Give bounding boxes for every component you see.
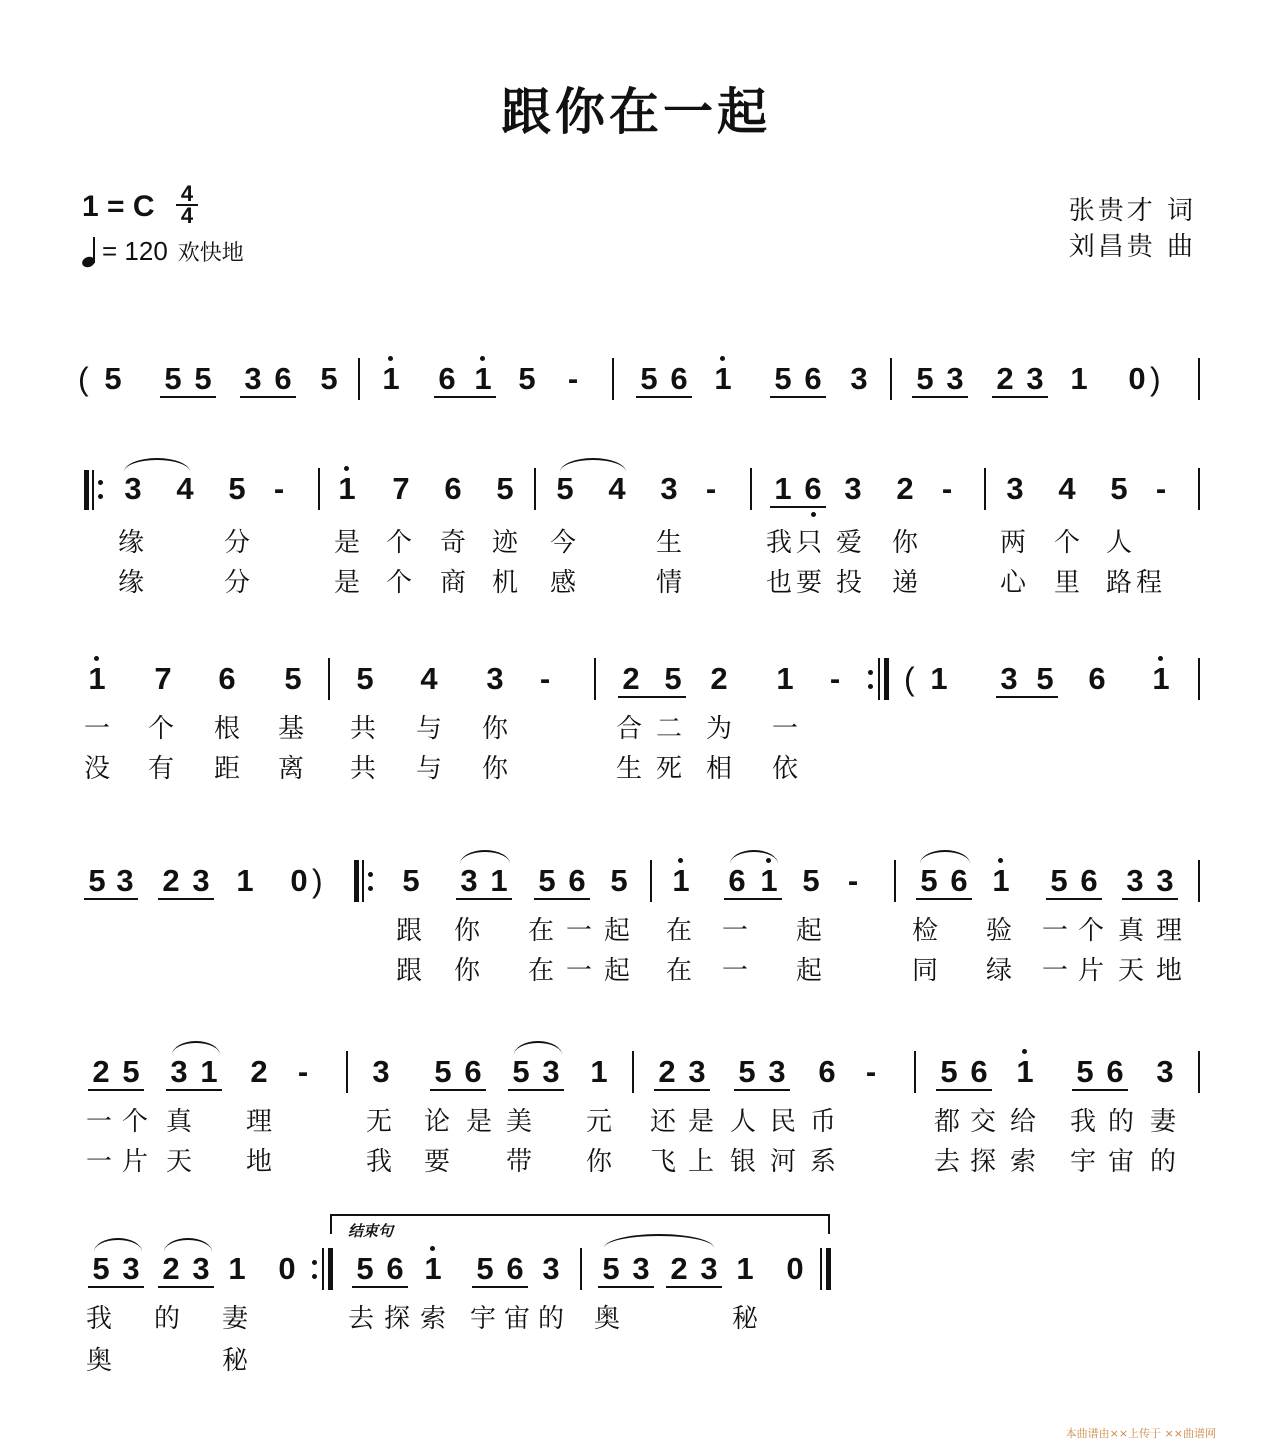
lyric: 索 (420, 1304, 447, 1334)
note: 3 (244, 361, 262, 396)
lyric: 是 (466, 1107, 493, 1137)
lyric: 分 (224, 528, 251, 558)
note: 3 (850, 361, 868, 396)
lyric: 奥 (86, 1346, 113, 1376)
lyric: 天 (166, 1147, 193, 1177)
lyric: 飞 (650, 1147, 677, 1177)
note: 2 (896, 471, 914, 506)
note: 2 (92, 1054, 110, 1089)
dash: - (273, 471, 285, 506)
note: 3 (1026, 361, 1044, 396)
note: 1 (490, 863, 508, 898)
lyric: 在 (666, 916, 693, 946)
note: 2 (622, 661, 640, 696)
lyric: 程 (1136, 568, 1163, 598)
lyric: 里 (1054, 568, 1081, 598)
note: 5 (1036, 661, 1054, 696)
dash: - (865, 1054, 877, 1089)
lyric: 是 (688, 1107, 715, 1137)
lyric: 的 (538, 1304, 565, 1334)
lyric: 系 (810, 1147, 837, 1177)
note: 3 (192, 1251, 210, 1286)
lyric: 的 (154, 1304, 181, 1334)
lyric: 都 (934, 1107, 961, 1137)
note: 3 (946, 361, 964, 396)
lyric: 跟 (396, 956, 423, 986)
note: 7 (392, 471, 410, 506)
note: 5 (356, 661, 374, 696)
composer-credit: 刘昌贵 曲 (1068, 232, 1196, 262)
lyric: 与 (416, 714, 443, 744)
lyric: 为 (706, 714, 733, 744)
note: 5 (164, 361, 182, 396)
note: 5 (610, 863, 628, 898)
lyric: 银 (730, 1147, 757, 1177)
note: 2 (658, 1054, 676, 1089)
note: 5 (1050, 863, 1068, 898)
note: 0 (278, 1251, 296, 1286)
note: 5 (774, 361, 792, 396)
dash: - (705, 471, 717, 506)
lyric: 你 (892, 528, 919, 558)
note: 3 (844, 471, 862, 506)
note: 4 (1058, 471, 1076, 506)
lyric: 个 (386, 528, 413, 558)
lyric: 币 (810, 1107, 837, 1137)
lyric: 我 (86, 1304, 113, 1334)
note: 3 (124, 471, 142, 506)
lyric: 是 (334, 528, 361, 558)
note: 3 (1156, 863, 1174, 898)
note: 1 (930, 661, 948, 696)
note: 5 (738, 1054, 756, 1089)
note: 5 (518, 361, 536, 396)
note: 5 (664, 661, 682, 696)
lyric: 离 (278, 754, 305, 784)
lyric: 缘 (118, 528, 145, 558)
lyric: 宇 (470, 1304, 497, 1334)
lyric: 理 (1156, 916, 1183, 946)
note: 1 (776, 661, 794, 696)
lyric: 的 (1108, 1107, 1135, 1137)
lyric: 感 (550, 568, 577, 598)
note: 5 (402, 863, 420, 898)
lyric: 元 (586, 1107, 613, 1137)
lyric: 索 (1010, 1147, 1037, 1177)
time-signature (174, 181, 200, 228)
lyric: 心 (1000, 568, 1027, 598)
lyricist-credit: 张贵才 词 (1068, 196, 1196, 226)
note: 5 (602, 1251, 620, 1286)
note: 3 (660, 471, 678, 506)
note: 5 (512, 1054, 530, 1089)
lyric: 今 (550, 528, 577, 558)
lyric: 片 (122, 1147, 149, 1177)
lyric: 根 (214, 714, 241, 744)
lyric: 给 (1010, 1107, 1037, 1137)
note: 5 (1076, 1054, 1094, 1089)
lyric: 片 (1078, 956, 1105, 986)
lyric: 河 (770, 1147, 797, 1177)
lyric: 验 (986, 916, 1013, 946)
note: 1 (714, 361, 732, 396)
lyric: 还 (650, 1107, 677, 1137)
lyric: 一 (86, 1107, 113, 1137)
note: 3 (542, 1054, 560, 1089)
lyric: 一 (722, 956, 749, 986)
dash: - (829, 661, 841, 696)
lyric: 在 (666, 956, 693, 986)
time-denominator: 4 (180, 203, 194, 228)
lyric: 民 (770, 1107, 797, 1137)
note: 6 (568, 863, 586, 898)
note: 6 (506, 1251, 524, 1286)
lyric: 机 (492, 568, 519, 598)
note: 6 (1080, 863, 1098, 898)
lyric: 投 (836, 568, 863, 598)
note: 6 (804, 361, 822, 396)
note: 3 (768, 1054, 786, 1089)
quarter-note-icon (82, 237, 98, 267)
lyric: 起 (796, 916, 823, 946)
expression-text: 欢快地 (177, 241, 244, 266)
note: 5 (640, 361, 658, 396)
lyric: 情 (656, 568, 683, 598)
note: 1 (228, 1251, 246, 1286)
note: 6 (818, 1054, 836, 1089)
lyric: 两 (1000, 528, 1027, 558)
lyric: 也 (766, 568, 793, 598)
note: 3 (700, 1251, 718, 1286)
note: 5 (284, 661, 302, 696)
note: 5 (916, 361, 934, 396)
note: 1 (992, 863, 1010, 898)
note: 1 (338, 471, 356, 506)
note: 5 (356, 1251, 374, 1286)
lyric: 人 (1106, 528, 1133, 558)
lyric: 基 (278, 714, 305, 744)
note: 3 (192, 863, 210, 898)
note: 5 (496, 471, 514, 506)
lyric: 起 (604, 956, 631, 986)
lyric: 探 (384, 1304, 411, 1334)
note: 0 (1128, 361, 1146, 396)
note: 3 (688, 1054, 706, 1089)
lyric: 只 (796, 528, 823, 558)
note: 6 (274, 361, 292, 396)
lyric: 宇 (1070, 1147, 1097, 1177)
dash: - (539, 661, 551, 696)
lyric: 一 (722, 916, 749, 946)
lyric: 地 (246, 1147, 273, 1177)
lyric: 生 (616, 754, 643, 784)
note: 5 (88, 863, 106, 898)
lyric: 一 (566, 916, 593, 946)
lyric: 检 (912, 916, 939, 946)
note: 1 (1070, 361, 1088, 396)
note: 4 (420, 661, 438, 696)
note: 1 (1016, 1054, 1034, 1089)
lyric: 个 (1054, 528, 1081, 558)
lyric: 去 (348, 1304, 375, 1334)
note: 4 (176, 471, 194, 506)
lyric: 个 (122, 1107, 149, 1137)
lyric: 论 (424, 1107, 451, 1137)
note: 5 (802, 863, 820, 898)
note: 7 (154, 661, 172, 696)
lyric: 一 (1042, 916, 1069, 946)
lyric: 你 (454, 916, 481, 946)
ending-bracket (330, 1214, 830, 1234)
note: 6 (728, 863, 746, 898)
note: 6 (670, 361, 688, 396)
note: 6 (438, 361, 456, 396)
lyric: 爱 (836, 528, 863, 558)
lyric: 没 (84, 754, 111, 784)
note: 1 (774, 471, 792, 506)
lyric: 带 (506, 1147, 533, 1177)
note: 6 (1106, 1054, 1124, 1089)
tempo-value: = 120 (102, 236, 168, 266)
lyric: 是 (334, 568, 361, 598)
lyric: 一 (86, 1147, 113, 1177)
lyric: 奥 (594, 1304, 621, 1334)
lyric: 一 (1042, 956, 1069, 986)
lyric: 路 (1106, 568, 1133, 598)
key-signature: 1 = C (82, 190, 155, 223)
note: 5 (476, 1251, 494, 1286)
lyric: 我 (1070, 1107, 1097, 1137)
lyric: 死 (656, 754, 683, 784)
note: 5 (1110, 471, 1128, 506)
lyric: 一 (566, 956, 593, 986)
lyric: 一 (84, 714, 111, 744)
lyric: 天 (1118, 956, 1145, 986)
note: 1 (382, 361, 400, 396)
ending-label: 结束句 (348, 1222, 394, 1240)
lyric: 共 (350, 714, 377, 744)
lyric: 生 (656, 528, 683, 558)
note: 0 (786, 1251, 804, 1286)
lyric: 你 (482, 714, 509, 744)
dash: - (567, 361, 579, 396)
lyric: 你 (586, 1147, 613, 1177)
lyric: 我 (366, 1147, 393, 1177)
lyric: 依 (772, 754, 799, 784)
note: 1 (200, 1054, 218, 1089)
lyric: 宙 (504, 1304, 531, 1334)
note: 6 (218, 661, 236, 696)
lyric: 理 (246, 1107, 273, 1137)
dash: - (847, 863, 859, 898)
note: 2 (250, 1054, 268, 1089)
lyric: 个 (386, 568, 413, 598)
note: 3 (1126, 863, 1144, 898)
note: 5 (320, 361, 338, 396)
lyric: 真 (1118, 916, 1145, 946)
note: 1 (474, 361, 492, 396)
lyric: 奇 (440, 528, 467, 558)
note: 6 (464, 1054, 482, 1089)
note: 5 (92, 1251, 110, 1286)
lyric: 秘 (732, 1304, 759, 1334)
note: 3 (1006, 471, 1024, 506)
note: 2 (996, 361, 1014, 396)
tempo-marking (82, 236, 244, 267)
note: 3 (542, 1251, 560, 1286)
note: 1 (1152, 661, 1170, 696)
note: 2 (162, 1251, 180, 1286)
note: 3 (460, 863, 478, 898)
note: 3 (122, 1251, 140, 1286)
lyric: 上 (688, 1147, 715, 1177)
song-title: 跟你在一起 (501, 82, 771, 141)
paren-open: ( (904, 661, 915, 697)
lyric: 共 (350, 754, 377, 784)
lyric: 有 (148, 754, 175, 784)
lyric: 与 (416, 754, 443, 784)
dash: - (1155, 471, 1167, 506)
lyric: 合 (616, 714, 643, 744)
lyric: 迹 (492, 528, 519, 558)
lyric: 交 (970, 1107, 997, 1137)
note: 3 (1000, 661, 1018, 696)
note: 3 (170, 1054, 188, 1089)
note: 1 (736, 1251, 754, 1286)
note: 1 (88, 661, 106, 696)
note: 6 (386, 1251, 404, 1286)
note: 5 (104, 361, 122, 396)
note: 5 (920, 863, 938, 898)
paren-close: ) (312, 863, 323, 899)
note: 6 (950, 863, 968, 898)
note: 1 (424, 1251, 442, 1286)
note: 2 (162, 863, 180, 898)
lyric: 我 (766, 528, 793, 558)
lyric: 商 (440, 568, 467, 598)
lyric: 要 (424, 1147, 451, 1177)
lyric: 跟 (396, 916, 423, 946)
lyric: 真 (166, 1107, 193, 1137)
lyric: 分 (224, 568, 251, 598)
lyric: 人 (730, 1107, 757, 1137)
lyric: 相 (706, 754, 733, 784)
note: 3 (372, 1054, 390, 1089)
note: 4 (608, 471, 626, 506)
lyric: 秘 (222, 1346, 249, 1376)
lyric: 起 (604, 916, 631, 946)
lyric: 无 (366, 1107, 393, 1137)
note: 6 (970, 1054, 988, 1089)
lyric: 二 (656, 714, 683, 744)
lyric: 同 (912, 956, 939, 986)
lyric: 个 (148, 714, 175, 744)
dash: - (941, 471, 953, 506)
dash: - (297, 1054, 309, 1089)
lyric: 的 (1150, 1147, 1177, 1177)
lyric: 绿 (986, 956, 1013, 986)
lyric: 美 (506, 1107, 533, 1137)
lyric: 地 (1156, 956, 1183, 986)
lyric: 个 (1078, 916, 1105, 946)
lyric: 递 (892, 568, 919, 598)
note: 5 (556, 471, 574, 506)
note: 0 (290, 863, 308, 898)
note: 3 (632, 1251, 650, 1286)
lyric: 探 (970, 1147, 997, 1177)
note: 6 (1088, 661, 1106, 696)
note: 5 (194, 361, 212, 396)
note: 1 (760, 863, 778, 898)
time-numerator: 4 (180, 181, 194, 206)
note: 2 (710, 661, 728, 696)
lyric: 一 (772, 714, 799, 744)
lyric: 妻 (1150, 1107, 1177, 1137)
note: 3 (486, 661, 504, 696)
lyric: 距 (214, 754, 241, 784)
note: 6 (444, 471, 462, 506)
lyric: 要 (796, 568, 823, 598)
note: 5 (228, 471, 246, 506)
lyric: 在 (528, 916, 555, 946)
note: 3 (116, 863, 134, 898)
paren-open: ( (78, 361, 89, 397)
note: 6 (804, 471, 822, 506)
paren-close: ) (1150, 361, 1161, 397)
lyric: 缘 (118, 568, 145, 598)
note: 3 (1156, 1054, 1174, 1089)
lyric: 你 (482, 754, 509, 784)
note: 5 (940, 1054, 958, 1089)
note: 5 (538, 863, 556, 898)
watermark-text: 本曲谱由××上传于 ××曲谱网 (1065, 1427, 1216, 1440)
lyric: 宙 (1108, 1147, 1135, 1177)
note: 1 (236, 863, 254, 898)
note: 2 (670, 1251, 688, 1286)
lyric: 起 (796, 956, 823, 986)
lyric: 妻 (222, 1304, 249, 1334)
note: 5 (122, 1054, 140, 1089)
lyric: 去 (934, 1147, 961, 1177)
note: 1 (672, 863, 690, 898)
lyric: 你 (454, 956, 481, 986)
note: 5 (434, 1054, 452, 1089)
lyric: 在 (528, 956, 555, 986)
note: 1 (590, 1054, 608, 1089)
